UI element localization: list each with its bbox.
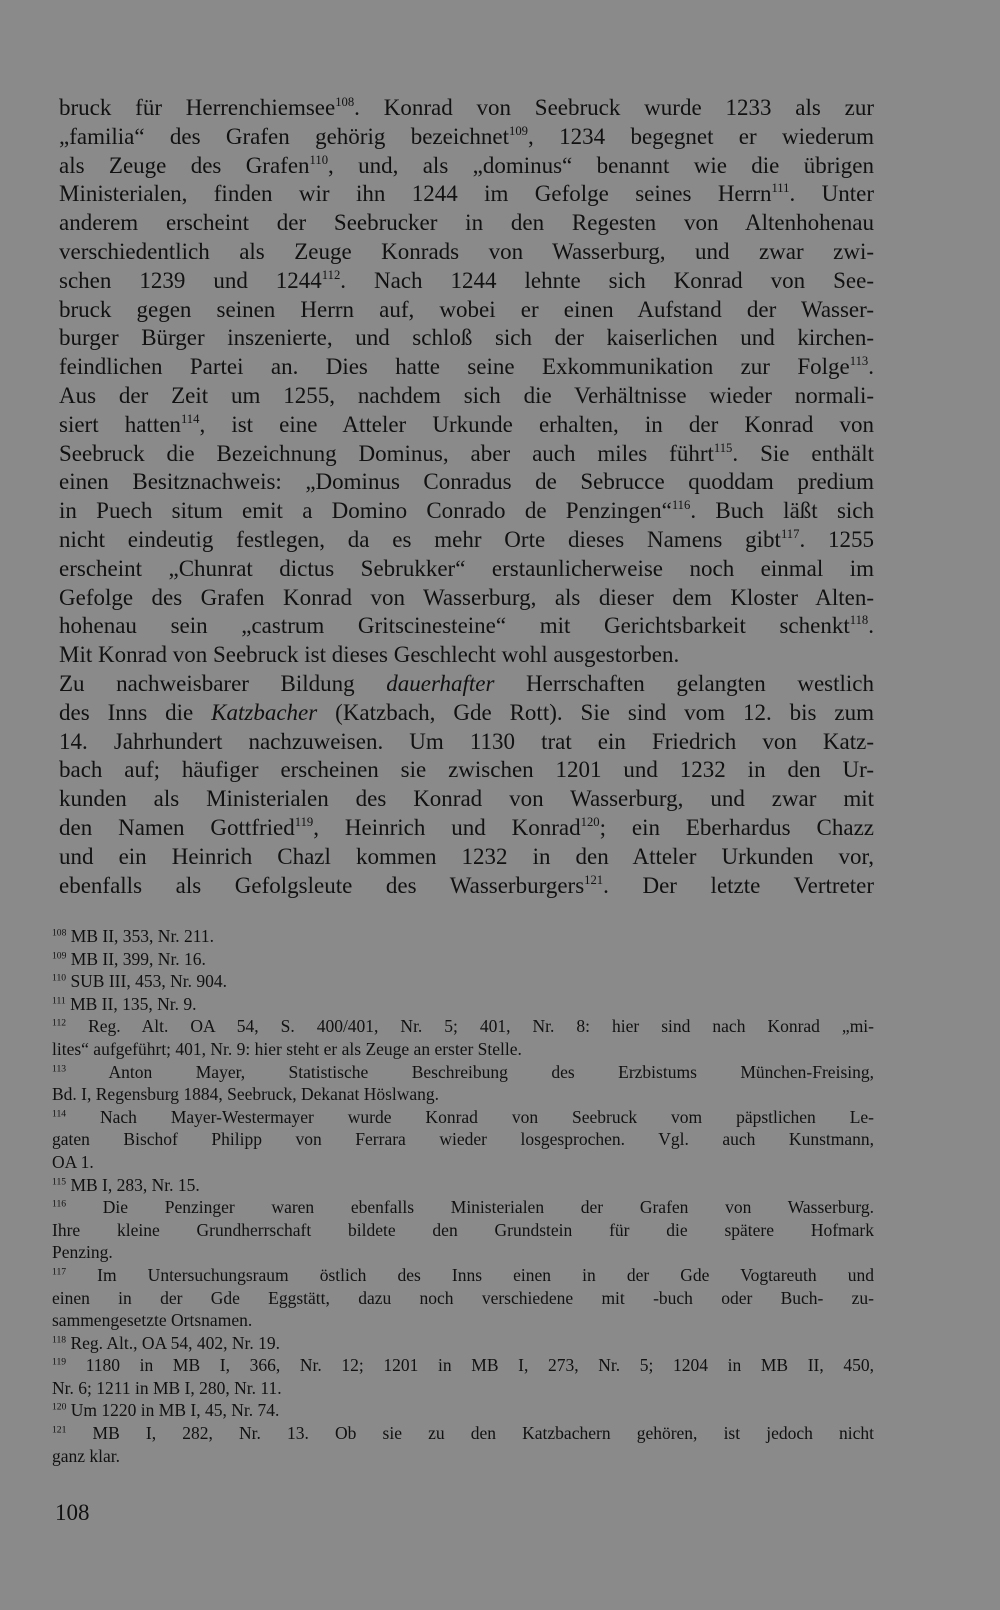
body-line (59, 324, 874, 353)
footnote-reference: 117 (52, 1266, 67, 1278)
body-line (59, 584, 874, 613)
body-line (59, 180, 874, 209)
text-segment: . Unter (789, 181, 874, 207)
footnote-reference: 119 (52, 1356, 67, 1368)
text-segment: bruck gegen seinen Herrn auf, wobei er einen Aufstand der Wasser- (59, 296, 874, 322)
body-line (59, 728, 874, 757)
body-line (59, 526, 874, 555)
footnote-reference: 114 (180, 411, 200, 426)
footnote-reference: 110 (309, 152, 329, 167)
footnote-reference: 111 (771, 181, 790, 196)
footnote-line (52, 1128, 874, 1151)
text-segment: MB I, 282, Nr. 13. Ob sie zu den Katzbachern gehören, ist jedoch nicht (66, 1423, 874, 1444)
text-segment: als Zeuge des Grafen (59, 152, 310, 178)
body-line (59, 94, 874, 123)
text-segment: nicht eindeutig festlegen, da es mehr Orte dieses Namens gibt (59, 526, 781, 552)
footnote-line (52, 1151, 874, 1174)
footnote-reference: 115 (713, 440, 733, 455)
text-segment: in Puech situm emit a Domino Conrado de Penzingen“ (59, 498, 672, 524)
text-segment: Herrschaften gelangten westlich (494, 670, 874, 696)
body-line (59, 872, 874, 901)
body-line (59, 497, 874, 526)
footnote-reference: 109 (52, 949, 67, 961)
body-line (59, 411, 874, 440)
footnote-line (52, 948, 874, 971)
footnote-reference: 118 (849, 613, 869, 628)
footnote-reference: 109 (509, 123, 528, 138)
footnote-line (52, 1287, 874, 1310)
footnote-line (52, 1354, 874, 1377)
text-segment: Im Untersuchungsraum östlich des Inns einen in der Gde Vogtareuth und (66, 1264, 874, 1285)
body-line (59, 353, 874, 382)
text-segment: einen Besitznachweis: „Dominus Conradus de Sebrucce quoddam predium (59, 469, 874, 495)
text-segment: MB II, 135, Nr. 9. (65, 993, 197, 1014)
body-line (59, 382, 874, 411)
text-segment: ; ein Eberhardus Chazz (599, 814, 874, 840)
body-line (59, 670, 874, 699)
text-segment: Aus der Zeit um 1255, nachdem sich die Verhältnisse wieder normali- (59, 382, 874, 408)
footnote-line (52, 1241, 874, 1264)
text-segment: Mit Konrad von Seebruck ist dieses Geschlecht wohl ausgestorben. (59, 642, 680, 668)
text-segment: . (868, 613, 874, 639)
footnote-line (52, 970, 874, 993)
footnote-line (52, 1219, 874, 1242)
text-segment: Seebruck die Bezeichnung Dominus, aber auch miles führt (59, 440, 714, 466)
footnote-line (52, 1015, 874, 1038)
text-segment: MB II, 353, Nr. 211. (66, 926, 215, 946)
text-segment: lites“ aufgeführt; 401, Nr. 9: hier steht er als Zeuge an erster Stelle. (52, 1038, 522, 1059)
footnote-line (52, 1422, 874, 1445)
body-line (59, 814, 874, 843)
footnote-reference: 113 (849, 354, 869, 369)
page-number: 108 (55, 1500, 90, 1525)
text-segment: 14. Jahrhundert nachzuweisen. Um 1130 trat ein Friedrich von Katz- (59, 728, 874, 754)
footnote-line (52, 1106, 874, 1129)
footnote-line (52, 1083, 874, 1106)
footnote-line (52, 1196, 874, 1219)
body-line (59, 843, 874, 872)
text-segment: . (868, 354, 874, 380)
text-segment: schen 1239 und 1244 (59, 267, 322, 293)
body-line (59, 267, 874, 296)
footnote-reference: 116 (671, 498, 691, 513)
text-segment: , Heinrich und Konrad (313, 814, 581, 840)
footnote-line (52, 1264, 874, 1287)
footnote-reference: 116 (52, 1198, 67, 1210)
body-line (59, 785, 874, 814)
text-segment: anderem erscheint der Seebrucker in den Regesten von Altenhohenau (59, 210, 874, 236)
text-segment: OA 1. (52, 1151, 94, 1172)
text-segment: sammengesetzte Ortsnamen. (52, 1310, 253, 1331)
text-segment: hohenau sein „castrum Gritscinesteine“ mit Gerichtsbarkeit schenkt (59, 613, 850, 639)
text-segment: ganz klar. (52, 1445, 121, 1466)
footnote-reference: 119 (294, 815, 314, 830)
text-segment: Reg. Alt. OA 54, S. 400/401, Nr. 5; 401, Nr. 8: hier sind nach Konrad „mi- (66, 1016, 874, 1037)
footnote-line (52, 1061, 874, 1084)
text-segment: Ihre kleine Grundherrschaft bildete den Grundstein für die spätere Hofmark (52, 1219, 874, 1240)
text-segment: feindlichen Partei an. Dies hatte seine Exkommunikation zur Folge (59, 354, 850, 380)
body-line (59, 699, 874, 728)
body-line (59, 641, 874, 670)
text-segment: „familia“ des Grafen gehörig bezeichnet (59, 123, 510, 149)
text-segment: Zu nachweisbarer Bildung (59, 670, 387, 696)
text-segment: , 1234 begegnet er wiederum (528, 123, 874, 149)
footnote-reference: 114 (52, 1108, 67, 1120)
text-segment: SUB III, 453, Nr. 904. (66, 971, 227, 992)
footnote-line (52, 1377, 874, 1400)
emphasized-text: Katzbacher (211, 699, 318, 725)
footnote-line (52, 1038, 874, 1061)
text-segment: erscheint „Chunrat dictus Sebrukker“ erstaunlicherweise noch einmal im (59, 555, 874, 581)
footnote-line (52, 1445, 874, 1468)
footnote-reference: 112 (52, 1017, 67, 1029)
text-segment: MB I, 283, Nr. 15. (66, 1174, 200, 1195)
text-segment: Nach Mayer-Westermayer wurde Konrad von Seebruck vom päpstlichen Le- (66, 1106, 874, 1127)
text-segment: Anton Mayer, Statistische Beschreibung des Erzbistums München-Freising, (66, 1061, 874, 1082)
text-segment: siert hatten (59, 411, 181, 437)
body-line (59, 209, 874, 238)
footnote-reference: 111 (52, 995, 66, 1007)
text-segment: . 1255 (799, 526, 874, 552)
footnote-reference: 121 (52, 1424, 67, 1436)
footnote-line (52, 1309, 874, 1332)
text-segment: kunden als Ministerialen des Konrad von Wasserburg, und zwar mit (59, 786, 874, 812)
text-segment: Gefolge des Grafen Konrad von Wasserburg, als dieser dem Kloster Alten- (59, 584, 874, 610)
body-line (59, 152, 874, 181)
text-segment: . Buch läßt sich (690, 498, 874, 524)
footnote-reference: 117 (780, 527, 800, 542)
text-segment: den Namen Gottfried (59, 814, 295, 840)
footnote-line (52, 993, 874, 1016)
footnote-reference: 118 (52, 1333, 67, 1345)
text-segment: Um 1220 in MB I, 45, Nr. 74. (66, 1400, 280, 1421)
footnote-reference: 115 (52, 1175, 67, 1187)
text-segment: und ein Heinrich Chazl kommen 1232 in den Atteler Urkunden vor, (59, 843, 874, 869)
footnote-line (52, 1399, 874, 1422)
text-segment: bach auf; häufiger erscheinen sie zwischen 1201 und 1232 in den Ur- (59, 757, 874, 783)
footnote-reference: 112 (321, 267, 341, 282)
footnote-reference: 113 (52, 1062, 67, 1074)
text-segment: Die Penzinger waren ebenfalls Ministerialen der Grafen von Wasserburg. (66, 1197, 874, 1218)
footnote-reference: 120 (580, 815, 600, 830)
footnote-reference: 120 (52, 1401, 67, 1413)
text-segment: MB II, 399, Nr. 16. (66, 948, 206, 969)
text-segment: (Katzbach, Gde Rott). Sie sind vom 12. bis zum (317, 699, 875, 725)
footnotes (52, 925, 874, 1467)
text-segment: des Inns die (59, 699, 212, 725)
text-segment: gaten Bischof Philipp von Ferrara wieder losgesprochen. Vgl. auch Kunstmann, (52, 1129, 874, 1150)
body-line (59, 756, 874, 785)
body-line (59, 468, 874, 497)
text-segment: . Sie enthält (732, 440, 874, 466)
footnote-reference: 110 (52, 972, 67, 984)
text-segment: Nr. 6; 1211 in MB I, 280, Nr. 11. (52, 1377, 282, 1398)
body-line (59, 123, 874, 152)
footnote-reference: 108 (52, 927, 67, 939)
body-line (59, 555, 874, 584)
text-segment: verschiedentlich als Zeuge Konrads von Wasserburg, und zwar zwi- (59, 238, 874, 264)
text-segment: Ministerialen, finden wir ihn 1244 im Gefolge seines Herrn (59, 181, 772, 207)
footnote-reference: 121 (584, 872, 604, 887)
text-segment: Bd. I, Regensburg 1884, Seebruck, Dekanat Höslwang. (52, 1084, 440, 1105)
text-segment: burger Bürger inszenierte, und schloß sich der kaiserlichen und kirchen- (59, 325, 874, 351)
body-line (59, 296, 874, 325)
footnote-line (52, 1174, 874, 1197)
footnote-line (52, 925, 874, 948)
body-line (59, 612, 874, 641)
emphasized-text: dauerhafter (386, 670, 495, 696)
text-segment: . Nach 1244 lehnte sich Konrad von See- (340, 267, 874, 293)
text-segment: , ist eine Atteler Urkunde erhalten, in der Konrad von (199, 411, 875, 437)
body-line (59, 440, 874, 469)
text-segment: Penzing. (52, 1242, 113, 1263)
text-segment: . Der letzte Vertreter (603, 872, 874, 898)
text-segment: Reg. Alt., OA 54, 402, Nr. 19. (66, 1332, 280, 1353)
body-line (59, 238, 874, 267)
text-segment: ebenfalls als Gefolgsleute des Wasserburgers (59, 872, 585, 898)
text-segment: einen in der Gde Eggstätt, dazu noch verschiedene mit -buch oder Buch- zu- (52, 1287, 874, 1308)
footnote-line (52, 1332, 874, 1355)
main-body-text (59, 94, 874, 900)
text-segment: bruck für Herrenchiemsee (59, 95, 336, 120)
text-segment: . Konrad von Seebruck wurde 1233 als zur (354, 95, 874, 120)
footnote-reference: 108 (335, 95, 355, 110)
text-segment: , und, als „dominus“ benannt wie die übrigen (328, 152, 874, 178)
text-segment: 1180 in MB I, 366, Nr. 12; 1201 in MB I, 273, Nr. 5; 1204 in MB II, 450, (66, 1355, 874, 1376)
